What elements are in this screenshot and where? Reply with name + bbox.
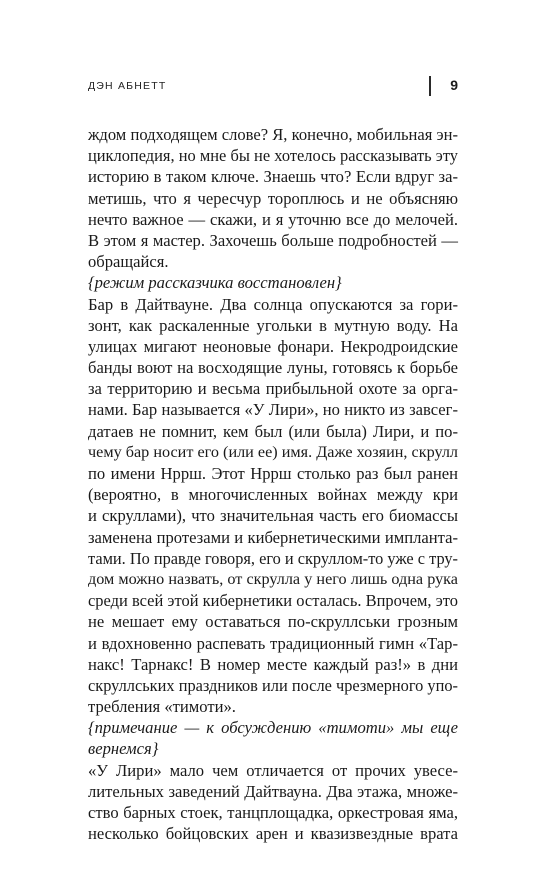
text-line: дом можно назвать, от скрулла у него лишь одна рука <box>88 569 458 588</box>
text-line: датаев не помнит, кем был (или была) Лири, и по- <box>88 421 458 441</box>
text-line: по имени Нррш. Этот Нррш столько раз был ранен <box>88 464 458 483</box>
text-line: нами. Бар называется «У Лири», но никто из завсег- <box>88 400 458 420</box>
text-line: банды воют на восходящие луны, готовясь к борьбе <box>88 358 458 378</box>
text-line: несколько бойцовских арен и квазизвездные врата <box>88 824 458 844</box>
text-line: нечто важное — скажи, и я уточню все до мелочей. <box>88 209 458 229</box>
running-head: ДЭН АБНЕТТ <box>88 80 167 92</box>
text-line: ство барных стоек, танцплощадка, оркестровая яма, <box>88 803 458 822</box>
text-line: Бар в Дайтвауне. Два солнца опускаются за гори- <box>88 294 458 314</box>
text-line: {режим рассказчика восстановлен} <box>88 273 342 293</box>
text-line: ждом подходящем слове? Я, конечно, мобильная эн- <box>88 125 458 144</box>
text-line: и скруллами), что значительная часть его биомассы <box>88 506 458 526</box>
text-line: накс! Тарнакс! В номер месте каждый раз!» в дни <box>88 654 458 674</box>
text-line: улицах мигают неоновые фонари. Некродроидские <box>88 336 458 356</box>
text-line: скруллських праздников или после чрезмерного упо- <box>88 675 458 695</box>
text-line: (вероятно, в многочисленных войнах между кри <box>88 485 458 505</box>
text-line: лительных заведений Дайтвауна. Два этажа, множе- <box>88 781 458 801</box>
text-line: и вдохновенно распевать традиционный гимн «Тар- <box>88 633 458 653</box>
text-line: среди всей этой кибернетики осталась. Впрочем, это <box>88 591 458 611</box>
page-number: 9 <box>450 77 458 93</box>
text-line: чему бар носит его (или ее) имя. Даже хозяин, скрулл <box>88 442 458 461</box>
text-line: заменена протезами и кибернетическими импланта- <box>88 527 458 547</box>
text-line: не мешает ему оставаться по-скруллськи грозным <box>88 612 458 632</box>
text-line: В этом я мастер. Захочешь больше подробностей — <box>88 230 458 250</box>
text-line: историю в таком ключе. Знаешь что? Если вдруг за- <box>88 167 458 187</box>
text-line: «У Лири» мало чем отличается от прочих увесе- <box>88 760 458 780</box>
text-line: {примечание — к обсуждению «тимоти» мы еще <box>88 718 458 738</box>
text-line: требления «тимоти». <box>88 697 236 717</box>
page-header <box>88 76 458 98</box>
text-line: циклопедия, но мне бы не хотелось рассказывать эту <box>88 146 458 166</box>
text-line: зонт, как раскаленные угольки в мутную воду. На <box>88 315 458 335</box>
text-line: метишь, что я чересчур тороплюсь и не объясняю <box>88 188 458 208</box>
text-line: обращайся. <box>88 252 169 272</box>
text-line: вернемся} <box>88 739 159 759</box>
text-line: тами. По правде говоря, его и скруллом-то уже с тру- <box>88 548 458 568</box>
header-divider <box>429 76 431 96</box>
text-line: за территорию и весьма прибыльной охоте за орга- <box>88 379 458 399</box>
body-text <box>88 124 458 844</box>
